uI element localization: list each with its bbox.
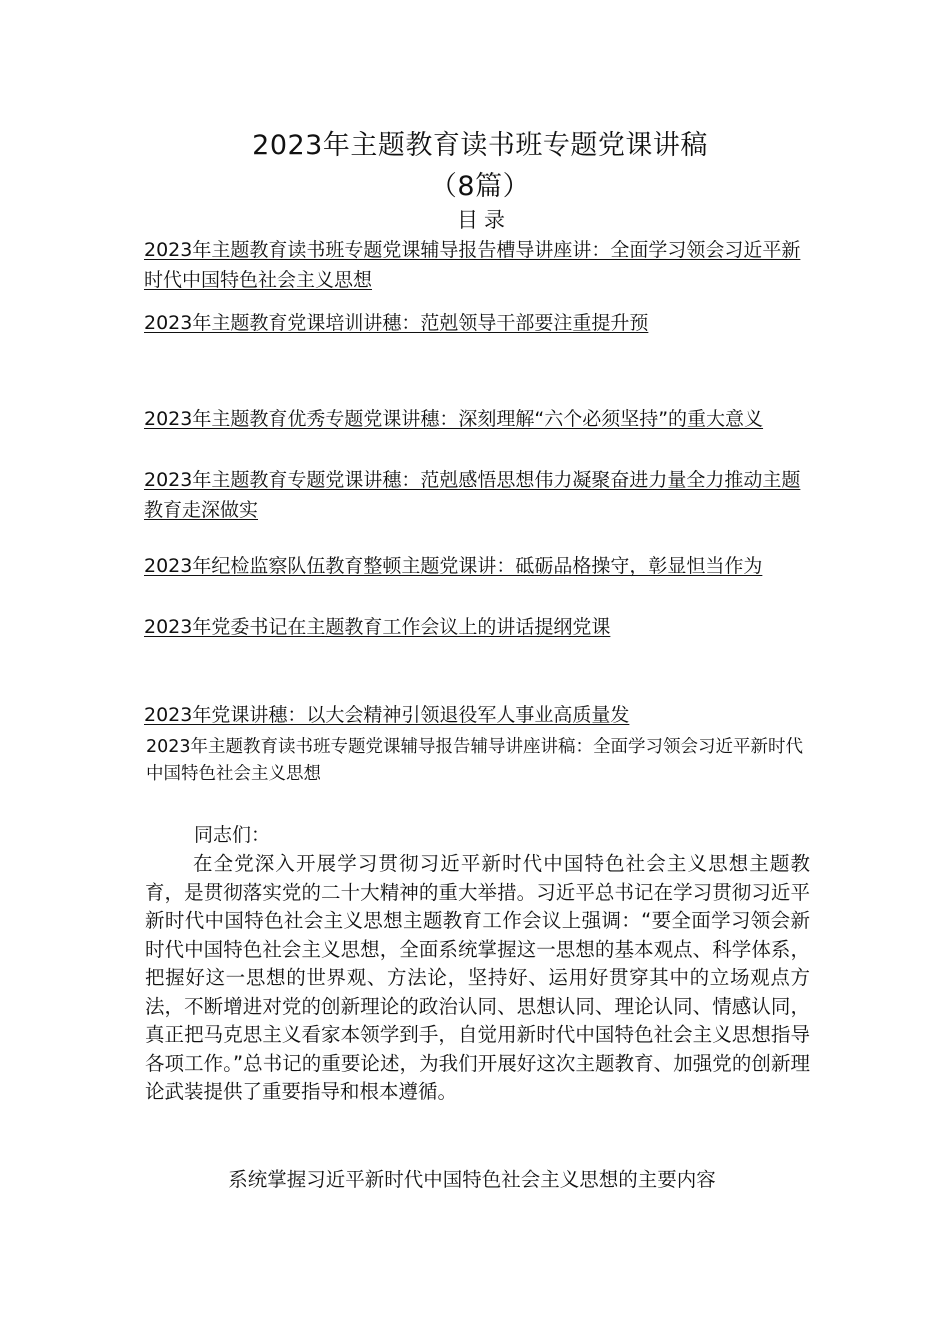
article-subtitle: 2023年主题教育读书班专题党课辅导报告辅导讲座讲稿：全面学习领会习近平新时代中国特色社会主义思想 <box>146 737 804 784</box>
section-heading: 系统掌握习近平新时代中国特色社会主义思想的主要内容 <box>228 1168 716 1191</box>
document-title: 2023年主题教育读书班专题党课讲稿 <box>252 130 708 161</box>
toc-entry-5[interactable]: 2023年纪检监察队伍教育整顿主题党课讲：砥砺品格操守，彰显怛当作为 <box>144 555 763 577</box>
salutation: 同志们： <box>194 824 271 846</box>
toc-entry-1[interactable]: 2023年主题教育读书班专题党课辅导报告槽导讲座讲：全面学习领会习近平新时代中国特色社会主义思想 <box>144 239 801 291</box>
document-title-count: （8篇） <box>429 171 531 202</box>
toc-entry-4[interactable]: 2023年主题教育专题党课讲穗：范剋感悟思想伟力凝聚奋进力量全力推动主题教育走深做实 <box>144 469 801 521</box>
toc-heading: 目录 <box>457 208 511 232</box>
toc-entry-3[interactable]: 2023年主题教育优秀专题党课讲穗：深刻理解“六个必须坚持”的重大意义 <box>144 408 764 430</box>
toc-entry-6[interactable]: 2023年党委书记在主题教育工作会议上的讲话提纲党课 <box>144 616 611 638</box>
toc-entry-2[interactable]: 2023年主题教育党课培训讲穗：范剋领导干部要注重提升预 <box>144 312 649 334</box>
toc-entry-7[interactable]: 2023年党课讲穗：以大会精神引领退役军人事业高质量发 <box>144 704 630 726</box>
body-paragraph: 在全党深入开展学习贯彻习近平新时代中国特色社会主义思想主题教育，是贯彻落实党的二十大精神的重大举措。习近平总书记在学习贯彻习近平新时代中国特色社会主义思想主题教育工作会议上强调：“要全面学习领会新时代中国特色社会主义思想，全面系统掌握这一思想的基本观点、科学体系，把握好这一思想的世界观、方法论，坚持好、运用好贯穿其中的立场观点方法，不断增进对党的创新理论的政治认同、思想认同、理论认同、情感认同，真正把马克思主义看家本领学到手，自觉用新时代中国特色社会主义思想指导各项工作。”总书记的重要论述，为我们开展好这次主题教育、加强党的创新理论武装提供了重要指导和根本遵循。 <box>145 852 810 1103</box>
